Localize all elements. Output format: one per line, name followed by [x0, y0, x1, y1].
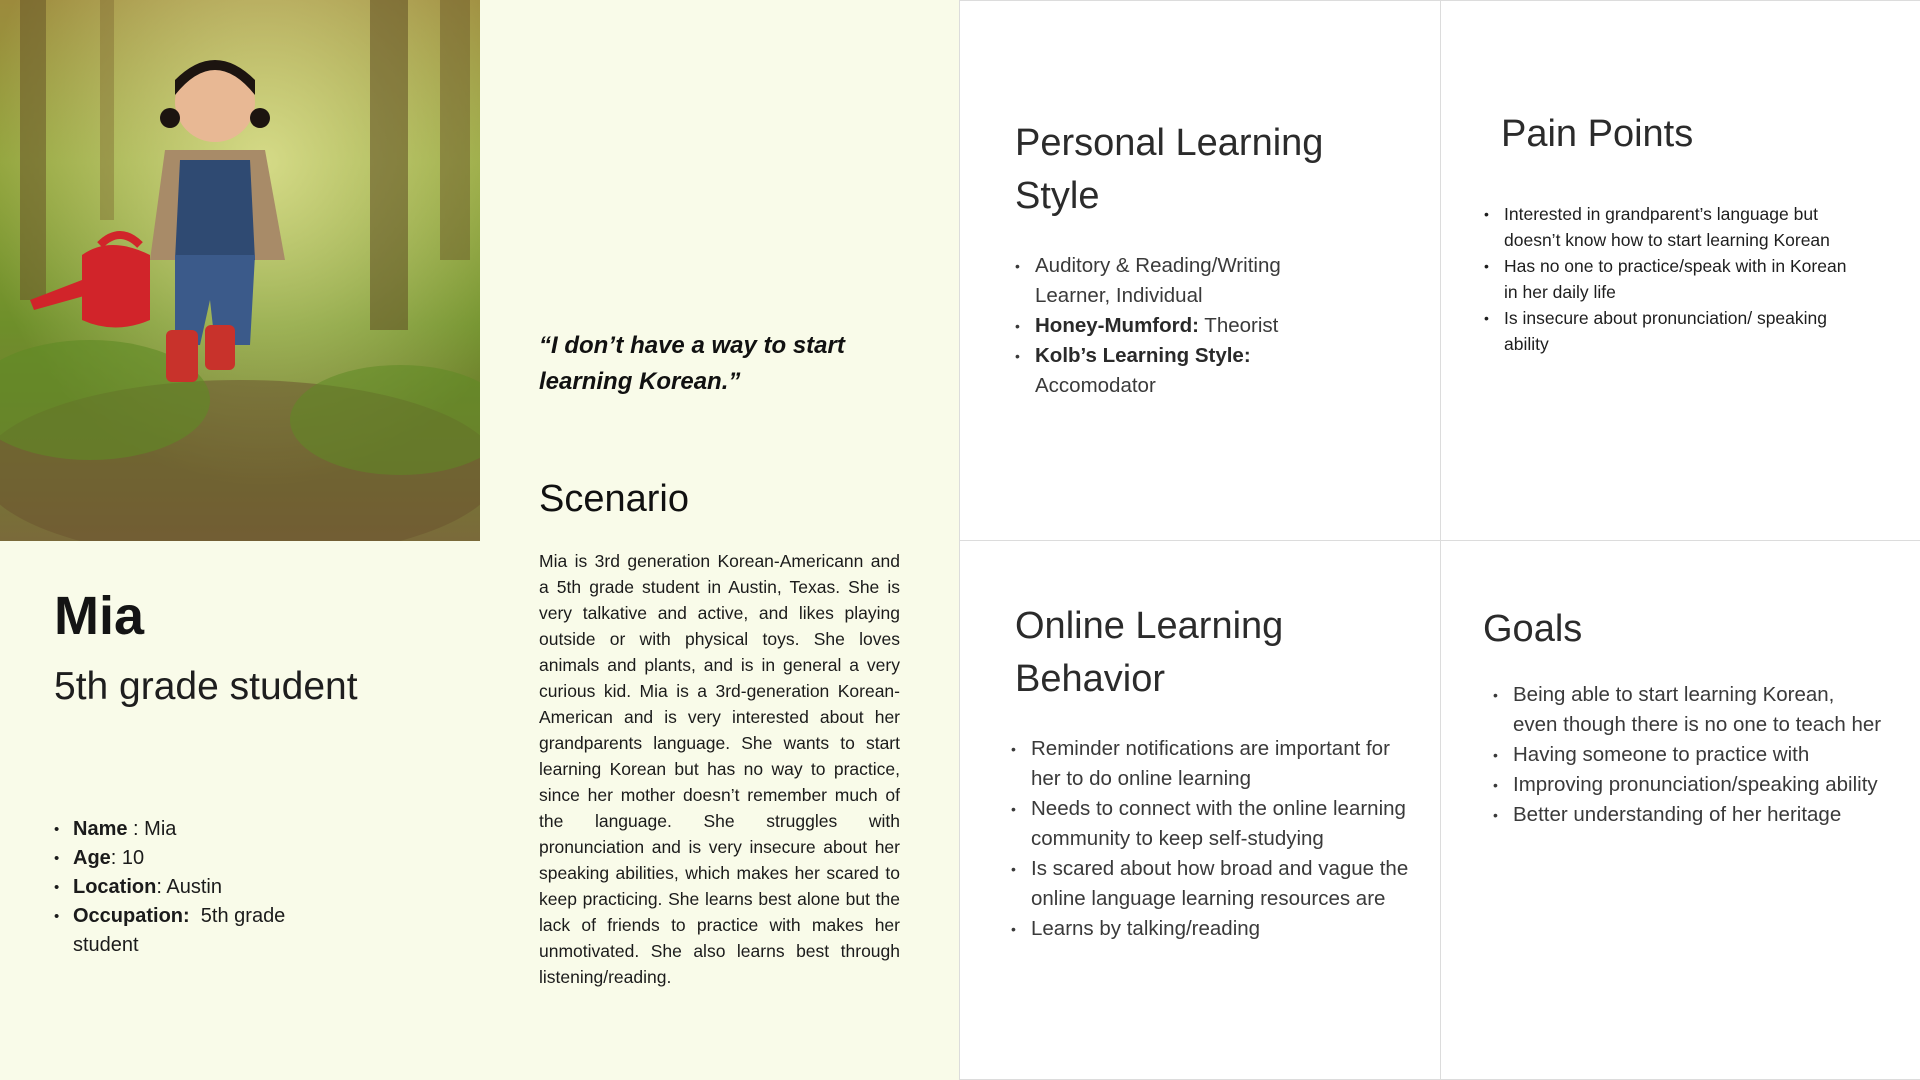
list-item	[1015, 311, 1335, 341]
persona-quote: “I don’t have a way to start learning Korean.”	[539, 332, 845, 395]
online-behavior-list	[1011, 734, 1411, 944]
persona-name: Mia	[54, 586, 145, 646]
fact-sep: :	[156, 876, 167, 898]
list-item: • Having someone to practice with	[1493, 740, 1883, 770]
persona-panel	[0, 0, 480, 1080]
list-item: • Improving pronunciation/speaking ability	[1493, 770, 1883, 800]
learning-style-card	[959, 0, 1441, 541]
item-bold: Kolb’s Learning Style:	[1035, 344, 1251, 367]
list-item: • Reminder notifications are important for her to do online learning	[1011, 734, 1411, 794]
persona-facts	[54, 815, 354, 960]
item-text: Auditory & Reading/Writing Learner, Individual	[1035, 254, 1281, 307]
learning-style-title: Personal Learning Style	[1015, 122, 1324, 217]
scenario-title: Scenario	[539, 478, 689, 520]
fact-age	[54, 844, 354, 873]
item-text: Theorist	[1198, 314, 1279, 337]
fact-label: Age	[73, 847, 111, 869]
pain-points-title: Pain Points	[1501, 113, 1694, 155]
persona-photo	[0, 0, 480, 541]
goals-title: Goals	[1483, 608, 1583, 650]
list-item: • Learns by talking/reading	[1011, 914, 1411, 944]
fact-label: Occupation:	[73, 905, 190, 927]
item-text: Accomodator	[1035, 374, 1156, 397]
fact-label: Name	[73, 818, 128, 840]
list-item	[1015, 341, 1335, 401]
pain-points-list	[1484, 201, 1864, 357]
fact-sep	[190, 905, 201, 927]
list-item: • Has no one to practice/speak with in Korean in her daily life	[1484, 253, 1864, 305]
online-behavior-title: Online Learning Behavior	[1015, 605, 1284, 700]
goals-list	[1493, 680, 1883, 830]
list-item: • Better understanding of her heritage	[1493, 800, 1883, 830]
fact-value: Mia	[144, 818, 177, 840]
fact-occupation	[54, 902, 354, 960]
fact-location	[54, 873, 354, 902]
fact-value: Austin	[166, 876, 222, 898]
pain-points-card	[1440, 0, 1920, 541]
learning-style-list	[1015, 251, 1335, 401]
online-behavior-card	[959, 540, 1441, 1080]
fact-sep: :	[110, 847, 122, 869]
item-bold: Honey-Mumford:	[1035, 314, 1199, 337]
fact-value: 5th grade student	[73, 905, 286, 956]
fact-name	[54, 815, 354, 844]
fact-sep: :	[127, 818, 145, 840]
goals-card	[1440, 540, 1920, 1080]
fact-value: 10	[121, 847, 145, 869]
list-item	[1015, 251, 1335, 311]
persona-role: 5th grade student	[54, 665, 358, 708]
list-item: • Needs to connect with the online learning community to keep self-studying	[1011, 794, 1411, 854]
list-item: • Being able to start learning Korean, even though there is no one to teach her	[1493, 680, 1883, 740]
list-item: • Interested in grandparent’s language but doesn’t know how to start learning Korean	[1484, 201, 1864, 253]
scenario-body: Mia is 3rd generation Korean-Americann and a 5th grade student in Austin, Texas. She is very talkative and active, and likes playing outside or with physical toys. She loves animals and plants, and is in general a very curious kid. Mia is a 3rd-generation Korean-American and is very interested about her grandparents language. She wants to start learning Korean but has no way to practice, since her mother doesn’t remember much of the language. She struggles with pronunciation and is very insecure about her speaking abilities, which makes her scared to keep practicing. She learns best alone but the lack of friends to practice with makes her unmotivated. She also learns best through listening/reading.	[539, 551, 900, 987]
list-item: • Is scared about how broad and vague the online language learning resources are	[1011, 854, 1411, 914]
list-item: • Is insecure about pronunciation/ speaking ability	[1484, 305, 1864, 357]
fact-label: Location	[73, 876, 157, 898]
